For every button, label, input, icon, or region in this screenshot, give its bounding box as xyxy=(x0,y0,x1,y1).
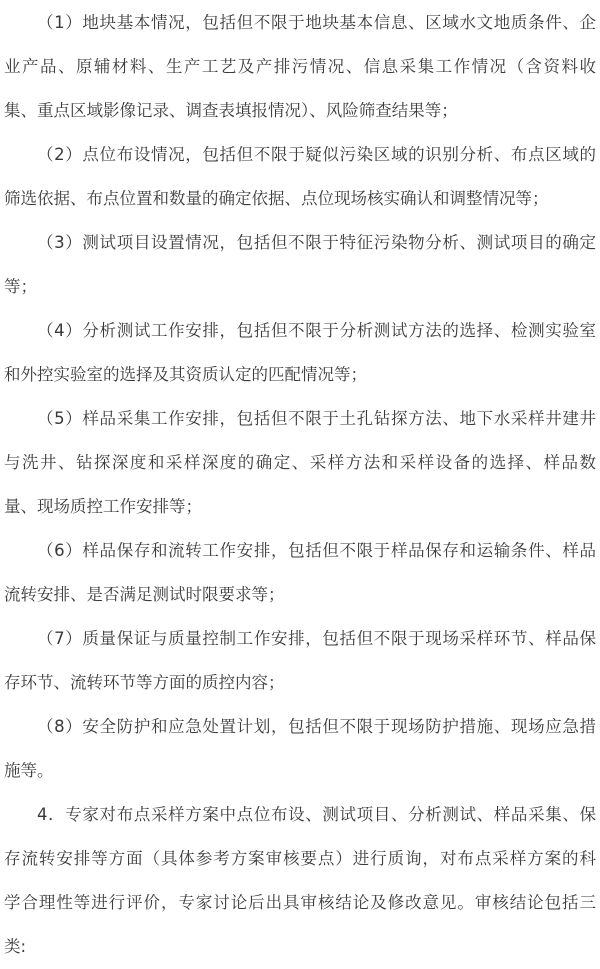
paragraph-line: 学合理性等进行评价，专家讨论后出具审核结论及修改意见。审核结论包括三 xyxy=(4,893,596,912)
paragraph-line: 与洗井、钻探深度和采样深度的确定、采样方法和采样设备的选择、样品数 xyxy=(4,453,596,472)
paragraph-line: （5）样品采集工作安排，包括但不限于土孔钻探方法、地下水采样井建井 xyxy=(37,409,596,428)
paragraph-item-1 xyxy=(4,1,596,133)
paragraph-line: 筛选依据、布点位置和数量的确定依据、点位现场核实确认和调整情况等； xyxy=(4,189,549,208)
paragraph-line: 类: xyxy=(4,937,27,956)
paragraph-line: （3）测试项目设置情况，包括但不限于特征污染物分析、测试项目的确定 xyxy=(37,233,596,252)
paragraph-item-4 xyxy=(4,309,596,397)
paragraph-item-3 xyxy=(4,221,596,309)
paragraph-section-4 xyxy=(4,793,596,969)
paragraph-line: 量、现场质控工作安排等； xyxy=(4,497,202,516)
paragraph-item-5 xyxy=(4,397,596,529)
paragraph-item-7 xyxy=(4,617,596,705)
paragraph-line: 流转安排、是否满足测试时限要求等； xyxy=(4,585,285,604)
paragraph-line: 和外控实验室的选择及其资质认定的匹配情况等； xyxy=(4,365,367,384)
paragraph-line: （6）样品保存和流转工作安排，包括但不限于样品保存和运输条件、样品 xyxy=(37,541,596,560)
paragraph-line: 集、重点区域影像记录、调查表填报情况）、风险筛查结果等； xyxy=(4,101,458,120)
paragraph-line: （8）安全防护和应急处置计划，包括但不限于现场防护措施、现场应急措 xyxy=(37,717,596,736)
paragraph-line: （1）地块基本情况，包括但不限于地块基本信息、区域水文地质条件、企 xyxy=(37,13,596,32)
paragraph-line: （7）质量保证与质量控制工作安排，包括但不限于现场采样环节、样品保 xyxy=(37,629,596,648)
paragraph-line: 等； xyxy=(4,277,37,296)
paragraph-line: 存环节、流转环节等方面的质控内容； xyxy=(4,673,285,692)
paragraph-item-6 xyxy=(4,529,596,617)
paragraph-item-2 xyxy=(4,133,596,221)
paragraph-line: （2）点位布设情况，包括但不限于疑似污染区域的识别分析、布点区域的 xyxy=(37,145,596,164)
paragraph-line: 4．专家对布点采样方案中点位布设、测试项目、分析测试、样品采集、保 xyxy=(37,805,596,824)
paragraph-item-8 xyxy=(4,705,596,793)
paragraph-line: 业产品、原辅材料、生产工艺及产排污情况、信息采集工作情况（含资料收 xyxy=(4,57,596,76)
paragraph-line: 施等。 xyxy=(4,761,54,780)
paragraph-line: 存流转安排等方面（具体参考方案审核要点）进行质询，对布点采样方案的科 xyxy=(4,849,596,868)
paragraph-line: （4）分析测试工作安排，包括但不限于分析测试方法的选择、检测实验室 xyxy=(37,321,596,340)
